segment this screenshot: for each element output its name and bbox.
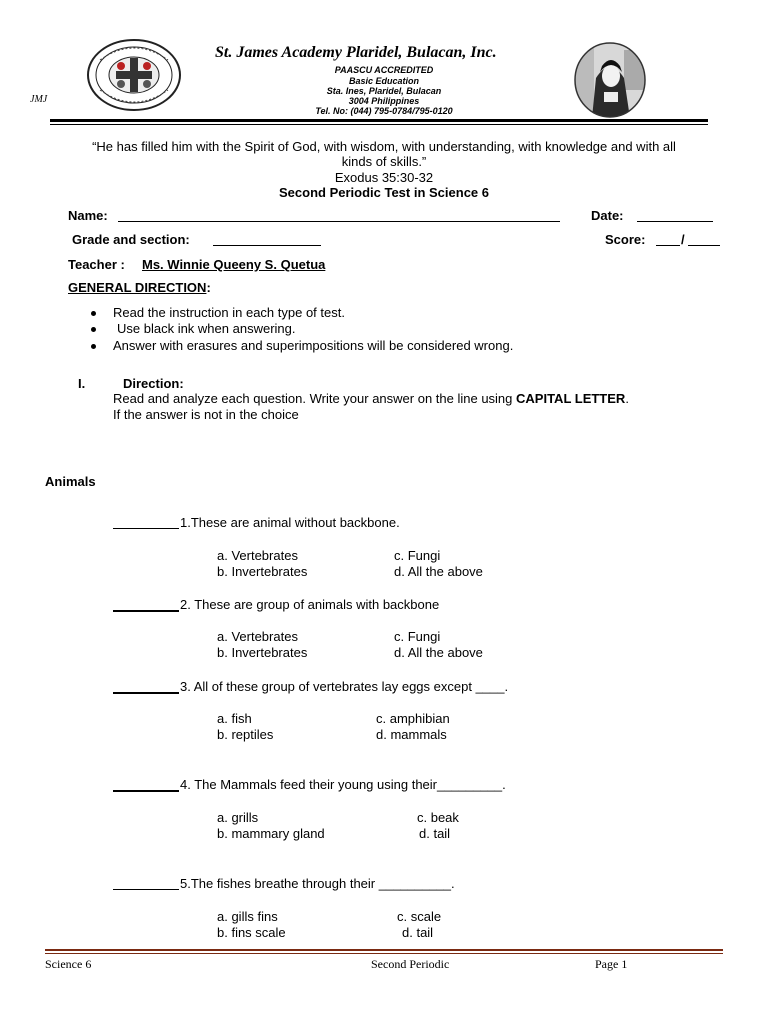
question-2: 2. These are group of animals with backbone bbox=[180, 597, 440, 612]
grade-section-label: Grade and section: bbox=[72, 232, 190, 247]
bullet-icon bbox=[91, 327, 96, 332]
department: Basic Education bbox=[348, 76, 420, 86]
jmj-mark: JMJ bbox=[30, 94, 48, 105]
q1-option-b: b. Invertebrates bbox=[217, 564, 308, 579]
name-field[interactable] bbox=[118, 208, 560, 222]
answer-line-5[interactable] bbox=[113, 876, 179, 890]
section-direction-line-2: If the answer is not in the choice bbox=[113, 407, 299, 422]
score-total-field[interactable] bbox=[688, 232, 720, 246]
question-3: 3. All of these group of vertebrates lay eggs except ____. bbox=[180, 679, 509, 694]
address-line-2: 3004 Philippines bbox=[348, 96, 420, 106]
q1-option-d: d. All the above bbox=[394, 564, 483, 579]
q5-option-d: d. tail bbox=[402, 925, 434, 940]
score-field[interactable] bbox=[656, 232, 680, 246]
footer-rule-top bbox=[45, 949, 723, 951]
teacher-label: Teacher : bbox=[68, 257, 125, 272]
direction-text-part: Read and analyze each question. Write your answer on the line using bbox=[113, 391, 517, 406]
q5-option-a: a. gills fins bbox=[217, 909, 278, 924]
general-direction-colon: : bbox=[206, 280, 211, 295]
q3-option-a: a. fish bbox=[217, 711, 252, 726]
accreditation: PAASCU ACCREDITED bbox=[334, 65, 434, 75]
direction-item-2: Use black ink when answering. bbox=[117, 321, 296, 336]
general-direction-title: GENERAL DIRECTION bbox=[68, 280, 207, 295]
capital-letter-emphasis: CAPITAL LETTER bbox=[516, 391, 626, 406]
q2-option-d: d. All the above bbox=[394, 645, 483, 660]
direction-text-end: . bbox=[625, 391, 629, 406]
q5-option-b: b. fins scale bbox=[217, 925, 286, 940]
date-label: Date: bbox=[591, 208, 624, 223]
answer-line-4[interactable] bbox=[113, 777, 179, 792]
grade-section-field[interactable] bbox=[213, 232, 321, 246]
q2-option-b: b. Invertebrates bbox=[217, 645, 308, 660]
q5-option-c: c. scale bbox=[397, 909, 442, 924]
direction-item-1: Read the instruction in each type of test. bbox=[113, 305, 345, 320]
quote-line-2: kinds of skills.” bbox=[341, 154, 427, 169]
answer-line-3[interactable] bbox=[113, 679, 179, 694]
section-direction-label: Direction: bbox=[123, 376, 184, 391]
q1-option-c: c. Fungi bbox=[394, 548, 441, 563]
section-numeral: I. bbox=[78, 376, 86, 391]
bullet-icon bbox=[91, 344, 96, 349]
q3-option-b: b. reptiles bbox=[217, 727, 274, 742]
bullet-icon bbox=[91, 311, 96, 316]
score-slash: / bbox=[681, 232, 685, 247]
question-4: 4. The Mammals feed their young using their_________. bbox=[180, 777, 506, 792]
q2-option-a: a. Vertebrates bbox=[217, 629, 298, 644]
q3-option-c: c. amphibian bbox=[376, 711, 450, 726]
footer-subject: Science 6 bbox=[45, 957, 92, 971]
direction-item-3: Answer with erasures and superimpositions will be considered wrong. bbox=[113, 338, 514, 353]
score-label: Score: bbox=[605, 232, 646, 247]
q4-option-b: b. mammary gland bbox=[217, 826, 325, 841]
teacher-name: Ms. Winnie Queeny S. Quetua bbox=[142, 257, 326, 272]
section-direction-text bbox=[113, 391, 629, 406]
footer-page-number: Page 1 bbox=[595, 957, 628, 971]
answer-line-1[interactable] bbox=[113, 515, 179, 529]
footer-period: Second Periodic bbox=[371, 957, 450, 971]
footer-rule-bottom bbox=[45, 953, 723, 954]
q4-option-c: c. beak bbox=[417, 810, 459, 825]
quote-source: Exodus 35:30-32 bbox=[334, 170, 434, 185]
quote-line-1: “He has filled him with the Spirit of God, with wisdom, with understanding, with knowledge and with all bbox=[92, 139, 676, 154]
q4-option-a: a. grills bbox=[217, 810, 259, 825]
address-line-1: Sta. Ines, Plaridel, Bulacan bbox=[326, 86, 442, 96]
category-heading: Animals bbox=[45, 474, 96, 489]
header-rule-thick bbox=[50, 119, 708, 122]
q2-option-c: c. Fungi bbox=[394, 629, 441, 644]
saint-portrait bbox=[574, 42, 646, 118]
question-5: 5.The fishes breathe through their __________. bbox=[180, 876, 455, 891]
test-title: Second Periodic Test in Science 6 bbox=[279, 185, 489, 200]
school-name: St. James Academy Plaridel, Bulacan, Inc. bbox=[215, 44, 497, 61]
question-1: 1.These are animal without backbone. bbox=[180, 515, 400, 530]
name-label: Name: bbox=[68, 208, 108, 223]
answer-line-2[interactable] bbox=[113, 597, 179, 612]
header-rule-thin bbox=[50, 124, 708, 125]
q3-option-d: d. mammals bbox=[376, 727, 447, 742]
general-direction-heading bbox=[68, 280, 211, 295]
q1-option-a: a. Vertebrates bbox=[217, 548, 298, 563]
q4-option-d: d. tail bbox=[419, 826, 451, 841]
telephone: Tel. No: (044) 795-0784/795-0120 bbox=[315, 106, 453, 116]
date-field[interactable] bbox=[637, 208, 713, 222]
